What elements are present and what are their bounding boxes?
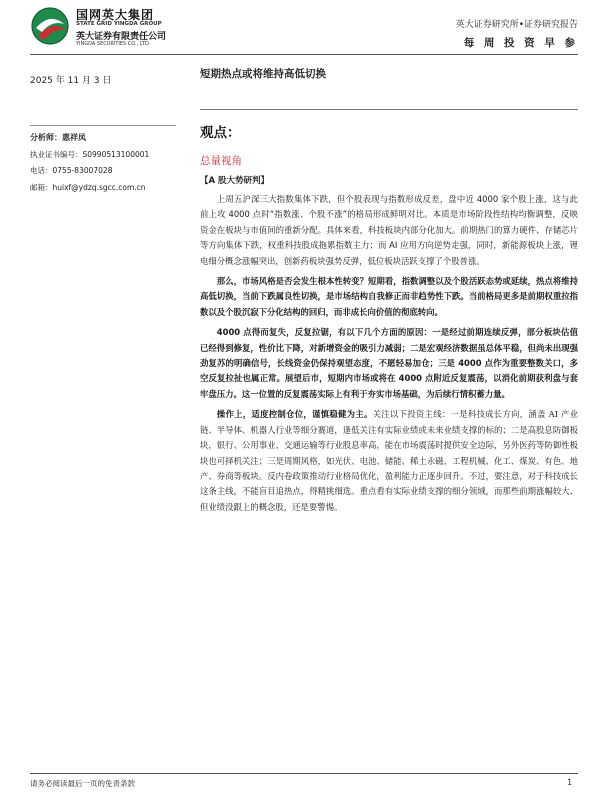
- paragraph-3: 4000 点得而复失，反复拉锯，有以下几个方面的原因：一是经过前期连续反弹，部分板块估值已经得到修复，性价比下降，对新增资金的吸引力减弱；二是宏观经济数据虽总体平稳，但尚未出现强劲复苏的明确信号，长线资金仍保持观望态度，不愿轻易加仓；三是 4000 点作为重要整数关口，多空反复拉扯也属正常。展望后市，短期内市场或将在 4000 点附近反复震荡，以消化前期获利盘与套牢盘压力。这一位置的反复震荡实际上有利于夯实市场基础，为后续行情积蓄力量。: [200, 327, 578, 399]
- views-heading: 观点：: [200, 125, 241, 141]
- report-type: 每 周 投 资 早 参: [463, 37, 578, 49]
- analyst-cert-row: [30, 147, 195, 164]
- report-date: 2025 年 11 月 3 日: [30, 76, 112, 86]
- company-name-cn: 英大证券有限责任公司: [76, 32, 167, 42]
- cert-label: 执业证书编号：: [30, 149, 83, 159]
- company-name-en: YINGDA SECURITIES CO., LTD.: [76, 41, 151, 47]
- title-divider: [200, 109, 578, 110]
- report-title: 短期热点或将维持高低切换: [200, 68, 326, 80]
- paragraph-operation: [200, 407, 578, 515]
- cert-number: S0990513100001: [82, 149, 150, 159]
- report-body: [200, 192, 578, 520]
- paragraph-1: 上周五沪深三大指数集体下跌，但个股表现与指数形成反差，盘中近 4000 家个股上涨，这与此前上攻 4000 点时“指数涨、个股不涨”的格局形成鲜明对比。本质是市场阶段性结构均衡调整，反映资金在板块与市值间的重新分配。具体来看，科技板块内部分化加大。前期热门的算力硬件、存储芯片等方向集体下跌，权重科技股成拖累指数主力；而 AI 应用方向逆势走强，同时，新能源板块上涨，锂电细分概念涨幅突出，创新药板块强势反弹，低位板块活跃支撑了个股普涨。: [200, 194, 578, 266]
- analyst-name: 惠祥凤: [62, 133, 86, 142]
- footer-disclaimer: 请务必阅读最后一页的免责条款: [30, 779, 135, 788]
- analyst-divider: [30, 125, 176, 126]
- phone-number: 0755-83007028: [52, 166, 113, 175]
- operation-lead: 操作上，适度控制仓位，谨慎稳健为主。: [216, 409, 373, 420]
- group-name-cn: 国网英大集团: [76, 8, 155, 22]
- company-logo: [30, 4, 200, 48]
- analyst-phone-row: [30, 163, 195, 180]
- state-grid-logo-icon: [30, 6, 70, 46]
- phone-label: 电话：: [30, 166, 53, 175]
- analyst-info: [30, 130, 195, 196]
- paragraph-2: 那么，市场风格是否会发生根本性转变？短期看，指数调整以及个股活跃态势或延续，热点将维持高低切换，当前下跌属良性切换，是市场结构自我修正而非趋势性下跌。当前格局更多是前期权重拉指数以及个股沉寂下分化结构的回归，而非成长向价值的彻底转向。: [200, 276, 578, 317]
- operation-text: 关注以下投资主线：一是科技成长方向，涵盖 AI 产业链、半导体、机器人行业等细分赛道，逢低关注有实际业绩或未来业绩支撑的标的；二是高股息防御板块，银行、公用事业、交通运输等行业股息率高，能在市场震荡时提供安全边际，另外医药等防御性板块也可择机关注；三是周期风格，如光伏、电池、储能、稀土永磁、工程机械、化工、煤炭、有色、地产、券商等板块。反内卷政策推动行业格局优化，盈利能力正逐步回升。不过，要注意，对于科技成长这条主线，不能盲目追热点，得精挑细选。重点看有实际业绩支撑的细分领域，而那些前期涨幅较大、但业绩没跟上的概念股，还是要警惕。: [200, 409, 578, 512]
- section-heading: 总量视角: [200, 155, 242, 167]
- email-address[interactable]: huixf@ydzq.sgcc.com.cn: [52, 182, 146, 192]
- analyst-name-row: [30, 130, 195, 147]
- footer-divider: [30, 773, 578, 774]
- subheading: 【A 股大势研判】: [200, 176, 270, 186]
- analyst-email-row: [30, 180, 195, 197]
- page-number: 1: [567, 778, 572, 787]
- email-label: 邮箱：: [30, 182, 53, 192]
- analyst-name-label: 分析师：: [30, 133, 62, 142]
- header-org: 英大证券研究所•证券研究报告: [455, 20, 578, 30]
- group-name-en: STATE GRID YINGDA GROUP: [76, 21, 162, 27]
- header-divider: [30, 54, 578, 55]
